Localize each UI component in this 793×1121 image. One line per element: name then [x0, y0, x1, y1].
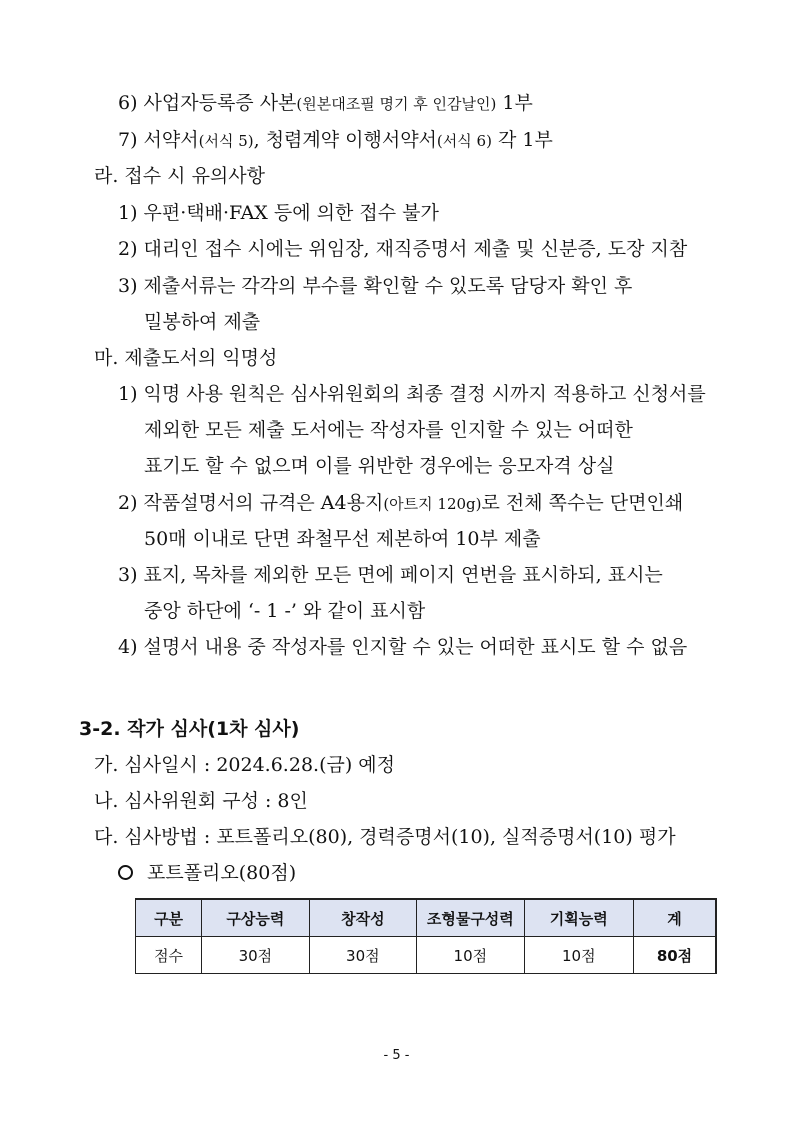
line-note: (서식 5): [198, 132, 254, 150]
text-line: 2) 대리인 접수 시에는 위임장, 재직증명서 제출 및 신분증, 도장 지참: [118, 238, 688, 260]
line-text: 포트폴리오(80점): [147, 862, 297, 884]
line-text: 로 전체 쪽수는 단면인쇄: [481, 492, 684, 514]
text-line: 제외한 모든 제출 도서에는 작성자를 인지할 수 있는 어떠한: [144, 419, 633, 441]
table-cell: 10점: [524, 937, 633, 974]
table-header: 구분: [136, 899, 202, 937]
table-header: 구상능력: [202, 899, 309, 937]
table-header: 조형물구성력: [417, 899, 524, 937]
table-cell: 10점: [417, 937, 524, 974]
table-row: [136, 937, 717, 974]
text-line: 중앙 하단에 ‘- 1 -’ 와 같이 표시함: [144, 600, 426, 622]
text-line: 3) 표지, 목차를 제외한 모든 면에 페이지 연번을 표시하되, 표시는: [118, 564, 663, 586]
section-heading: 3-2. 작가 심사(1차 심사): [79, 718, 300, 740]
line-text: , 청렴계약 이행서약서: [253, 129, 437, 151]
text-line: [118, 490, 683, 517]
subsection-title: 마. 제출도서의 익명성: [94, 347, 278, 369]
page-number: - 5 -: [383, 1048, 410, 1063]
text-line: 다. 심사방법 : 포트폴리오(80), 경력증명서(10), 실적증명서(10) 평가: [94, 826, 676, 848]
table-cell: 30점: [309, 937, 416, 974]
text-line: 4) 설명서 내용 중 작성자를 인지할 수 있는 어떠한 표시도 할 수 없음: [118, 636, 688, 658]
text-line: [118, 860, 296, 886]
line-note: (원본대조필 명기 후 인감날인): [296, 95, 497, 113]
text-line: 가. 심사일시 : 2024.6.28.(금) 예정: [94, 754, 395, 776]
text-line: 3) 제출서류는 각각의 부수를 확인할 수 있도록 담당자 확인 후: [118, 275, 633, 297]
line-note: (아트지 120g): [383, 495, 482, 513]
line-text: 6) 사업자등록증 사본: [118, 92, 297, 114]
table-cell: 30점: [202, 937, 309, 974]
table-header: 기획능력: [524, 899, 633, 937]
table-header-row: [136, 899, 717, 937]
text-line: 1) 익명 사용 원칙은 심사위원회의 최종 결정 시까지 적용하고 신청서를: [118, 383, 706, 405]
table-cell-total: 80점: [634, 937, 716, 974]
text-line: 1) 우편·택배·FAX 등에 의한 접수 불가: [118, 202, 439, 224]
score-table: [135, 898, 717, 974]
subsection-title: 라. 접수 시 유의사항: [94, 165, 265, 187]
table-header: 계: [634, 899, 716, 937]
line-note: (서식 6): [436, 132, 492, 150]
text-line: 표기도 할 수 없으며 이를 위반한 경우에는 응모자격 상실: [144, 455, 615, 477]
line-text: 각 1부: [491, 129, 553, 151]
text-line: 나. 심사위원회 구성 : 8인: [94, 790, 308, 812]
line-text: 2) 작품설명서의 규격은 A4용지: [118, 492, 384, 514]
line-text: 1부: [496, 92, 533, 114]
text-line: 밀봉하여 제출: [144, 311, 261, 333]
table-header: 창작성: [309, 899, 416, 937]
text-line: [118, 90, 533, 117]
line-text: 7) 서약서: [118, 129, 199, 151]
text-line: [118, 127, 553, 154]
circle-bullet-icon: [118, 865, 133, 880]
table-cell: 점수: [136, 937, 202, 974]
text-line: 50매 이내로 단면 좌철무선 제본하여 10부 제출: [144, 528, 541, 550]
